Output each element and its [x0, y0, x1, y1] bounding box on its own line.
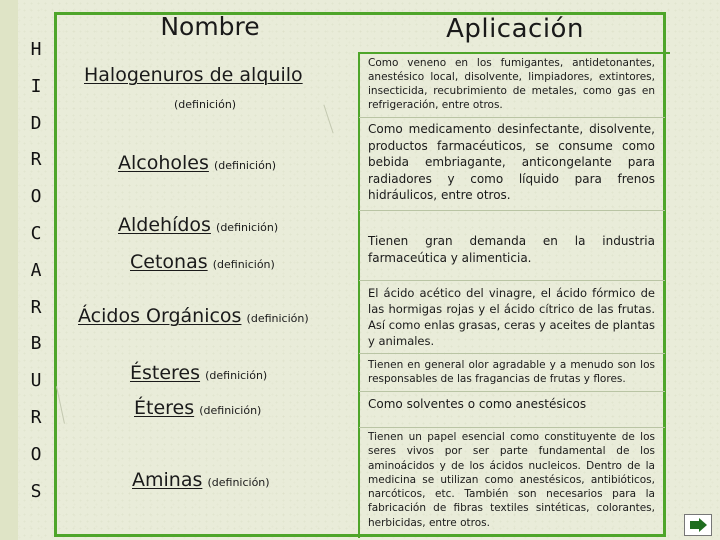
- definition-label: (definición): [216, 221, 279, 234]
- vertical-letter: S: [30, 480, 42, 502]
- application-halogenuros: Como veneno en los fumigantes, antidetonantes, anestésico local, disolvente, limpiadores, extintores, insecticida, recubrimiento de metales, como gas en refrigeración, entre otros.: [368, 57, 655, 111]
- compound-halogenuros[interactable]: [84, 64, 303, 86]
- compound-eteres[interactable]: [134, 397, 261, 419]
- application-esteres: Tienen en general olor agradable y a menudo son los responsables de las fragancias de frutas y flores.: [368, 359, 655, 385]
- definition-label: (definición): [207, 476, 270, 489]
- vertical-letter: C: [30, 222, 42, 244]
- row-divider: [359, 210, 665, 211]
- vertical-letter: O: [30, 186, 42, 208]
- row-divider: [359, 427, 665, 428]
- compound-halogenuros-def: [174, 93, 236, 112]
- vertical-letter: O: [30, 443, 42, 465]
- compound-name: Alcoholes: [118, 152, 209, 174]
- application-aminas: Tienen un papel esencial como constituyente de los seres vivos por ser parte fundamental de los aminoácidos y de los ácidos nucleicos. Dentro de la medicina se utilizan como anestésicos, antibióticos, narcóticos, etc. También son necesarios para la fabricación de fibras textiles sintéticas, colorantes, herbicidas, entre otros.: [368, 431, 655, 529]
- definition-label: (definición): [213, 159, 277, 172]
- definition-label: (definición): [199, 404, 262, 417]
- compound-acidos-organicos[interactable]: [78, 305, 309, 327]
- compound-cetonas[interactable]: [130, 251, 275, 273]
- compound-name: Halogenuros de alquilo: [84, 64, 303, 86]
- compound-esteres[interactable]: [130, 362, 267, 384]
- vertical-letter: U: [30, 370, 42, 392]
- definition-label: (definición): [246, 312, 309, 325]
- compound-aldehidos[interactable]: [118, 214, 278, 236]
- side-strip: [0, 0, 18, 540]
- vertical-letter: R: [30, 296, 42, 318]
- row-divider: [359, 280, 665, 281]
- vertical-letter: H: [30, 39, 42, 60]
- vertical-letter: R: [30, 406, 42, 428]
- vertical-letter: R: [30, 149, 42, 171]
- application-aldehidos-cetonas: Tienen gran demanda en la industria farmaceútica y alimenticia.: [368, 234, 655, 265]
- compound-aminas[interactable]: [132, 469, 270, 491]
- compound-alcoholes[interactable]: [118, 152, 276, 174]
- row-divider: [359, 391, 665, 392]
- compound-name: Ácidos Orgánicos: [78, 305, 242, 327]
- compound-name: Aldehídos: [118, 214, 211, 236]
- header-aplicacion: Aplicación: [446, 14, 584, 44]
- application-acidos-organicos: El ácido acético del vinagre, el ácido fórmico de las hormigas rojas y el ácido cítrico de las frutas. Así como enlas grasas, ceras y aceites de plantas y animales.: [368, 286, 655, 348]
- header-nombre: Nombre: [160, 12, 260, 41]
- vertical-letter: I: [30, 75, 42, 97]
- row-divider: [359, 353, 665, 354]
- next-slide-arrow-icon: [688, 518, 708, 532]
- compound-name: Éteres: [134, 397, 195, 419]
- compound-name: Ésteres: [130, 362, 201, 384]
- row-divider: [359, 117, 665, 118]
- vertical-title-hidrocarburos: [22, 32, 50, 510]
- definition-label: (definición): [205, 369, 268, 382]
- vertical-letter: B: [30, 333, 42, 355]
- vertical-letter: A: [30, 259, 42, 281]
- compound-name: Aminas: [132, 469, 203, 491]
- vertical-letter: D: [30, 112, 42, 134]
- definition-label: (definición): [174, 98, 237, 111]
- definition-label: (definición): [212, 258, 275, 271]
- next-slide-button[interactable]: [684, 514, 712, 536]
- compound-name: Cetonas: [130, 251, 208, 273]
- application-eteres: Como solventes o como anestésicos: [368, 397, 587, 411]
- application-alcoholes: Como medicamento desinfectante, disolvente, productos farmacéuticos, se consume como bebida embriagante, anticongelante para radiadores y como líquido para frenos hidráulicos, entre otros.: [368, 122, 655, 202]
